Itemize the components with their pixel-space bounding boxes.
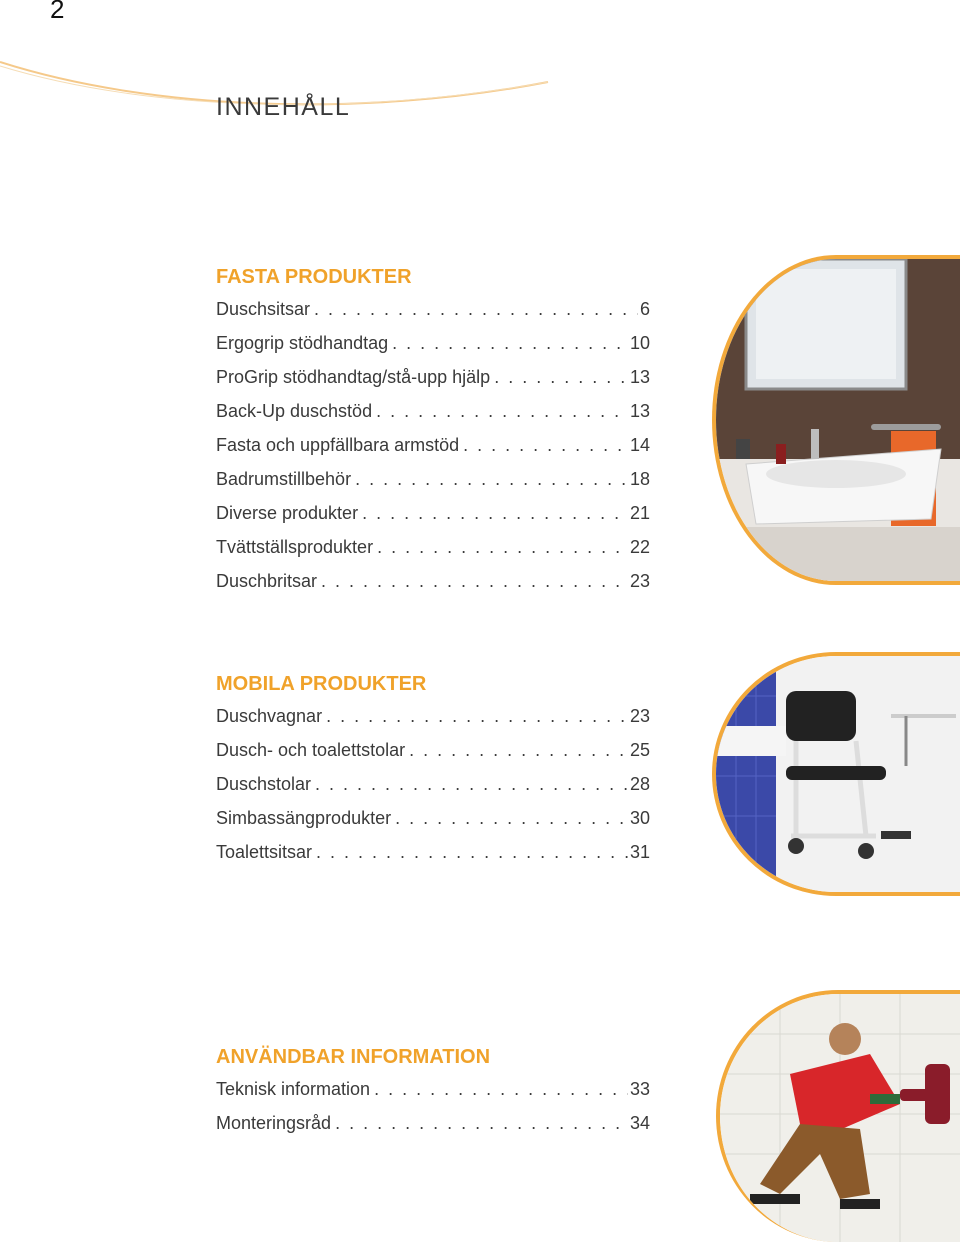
toc-page: 18 xyxy=(629,469,650,489)
section-anvandbar-information xyxy=(216,1045,650,1147)
section-mobila-produkter xyxy=(216,672,650,876)
toc-label: Duschsitsar xyxy=(216,299,311,319)
dot-leader xyxy=(316,842,628,863)
toc-page: 13 xyxy=(629,367,650,387)
toc-page: 25 xyxy=(629,740,650,760)
dot-leader xyxy=(374,1079,628,1100)
toc-entry[interactable] xyxy=(216,706,650,740)
section-heading: ANVÄNDBAR INFORMATION xyxy=(216,1046,491,1068)
section-heading: MOBILA PRODUKTER xyxy=(216,673,427,695)
dot-leader xyxy=(362,503,628,524)
toc-label: Tvättställsprodukter xyxy=(216,537,374,557)
toc-label: Simbassängprodukter xyxy=(216,808,392,828)
page-number: 2 xyxy=(50,0,65,24)
dot-leader xyxy=(376,401,628,422)
section-heading: FASTA PRODUKTER xyxy=(216,266,412,288)
toc-entry[interactable] xyxy=(216,774,650,808)
toc-label: Teknisk information xyxy=(216,1079,371,1099)
dot-leader xyxy=(355,469,628,490)
dot-leader xyxy=(392,333,628,354)
dot-leader xyxy=(463,435,628,456)
dot-leader xyxy=(377,537,628,558)
toc-entry[interactable] xyxy=(216,299,650,333)
toc-page: 23 xyxy=(629,571,650,591)
dot-leader xyxy=(314,299,638,320)
dot-leader xyxy=(321,571,628,592)
toc-label: Duschbritsar xyxy=(216,571,318,591)
toc-label: Ergogrip stödhandtag xyxy=(216,333,389,353)
toc-entry[interactable] xyxy=(216,435,650,469)
toc-label: Duschvagnar xyxy=(216,706,323,726)
toc-page: 21 xyxy=(629,503,650,523)
sink-photo xyxy=(712,255,960,585)
toc-entry[interactable] xyxy=(216,1079,650,1113)
toc-page: 6 xyxy=(639,299,650,319)
toc-entry[interactable] xyxy=(216,401,650,435)
toc-label: Duschstolar xyxy=(216,774,312,794)
toc-label: Diverse produkter xyxy=(216,503,359,523)
dot-leader xyxy=(326,706,628,727)
toc-page: 22 xyxy=(629,537,650,557)
toc-page: 13 xyxy=(629,401,650,421)
toc-page: 14 xyxy=(629,435,650,455)
toc-label: Toalettsitsar xyxy=(216,842,313,862)
toc-entry[interactable] xyxy=(216,842,650,876)
installer-photo xyxy=(716,990,960,1242)
toc-entry[interactable] xyxy=(216,1113,650,1147)
toc-entry[interactable] xyxy=(216,740,650,774)
toc-label: ProGrip stödhandtag/stå-upp hjälp xyxy=(216,367,491,387)
dot-leader xyxy=(409,740,628,761)
dot-leader xyxy=(315,774,628,795)
toc-page: 10 xyxy=(629,333,650,353)
toc-page: 23 xyxy=(629,706,650,726)
toc-entry[interactable] xyxy=(216,571,650,605)
toc-page: 34 xyxy=(629,1113,650,1133)
toc-page: 30 xyxy=(629,808,650,828)
toc-label: Dusch- och toalettstolar xyxy=(216,740,406,760)
toc-entry[interactable] xyxy=(216,537,650,571)
shower-chair-photo xyxy=(712,652,960,896)
toc-page: 28 xyxy=(629,774,650,794)
toc-page: 31 xyxy=(629,842,650,862)
toc-label: Back-Up duschstöd xyxy=(216,401,373,421)
toc-label: Badrumstillbehör xyxy=(216,469,352,489)
toc-label: Monteringsråd xyxy=(216,1113,332,1133)
toc-entry[interactable] xyxy=(216,367,650,401)
toc-label: Fasta och uppfällbara armstöd xyxy=(216,435,460,455)
toc-entry[interactable] xyxy=(216,333,650,367)
page-title: INNEHÅLL xyxy=(216,92,351,121)
dot-leader xyxy=(395,808,628,829)
toc-entry[interactable] xyxy=(216,503,650,537)
dot-leader xyxy=(335,1113,628,1134)
dot-leader xyxy=(494,367,628,388)
section-fasta-produkter xyxy=(216,265,650,605)
toc-entry[interactable] xyxy=(216,808,650,842)
toc-page: 33 xyxy=(629,1079,650,1099)
toc-entry[interactable] xyxy=(216,469,650,503)
